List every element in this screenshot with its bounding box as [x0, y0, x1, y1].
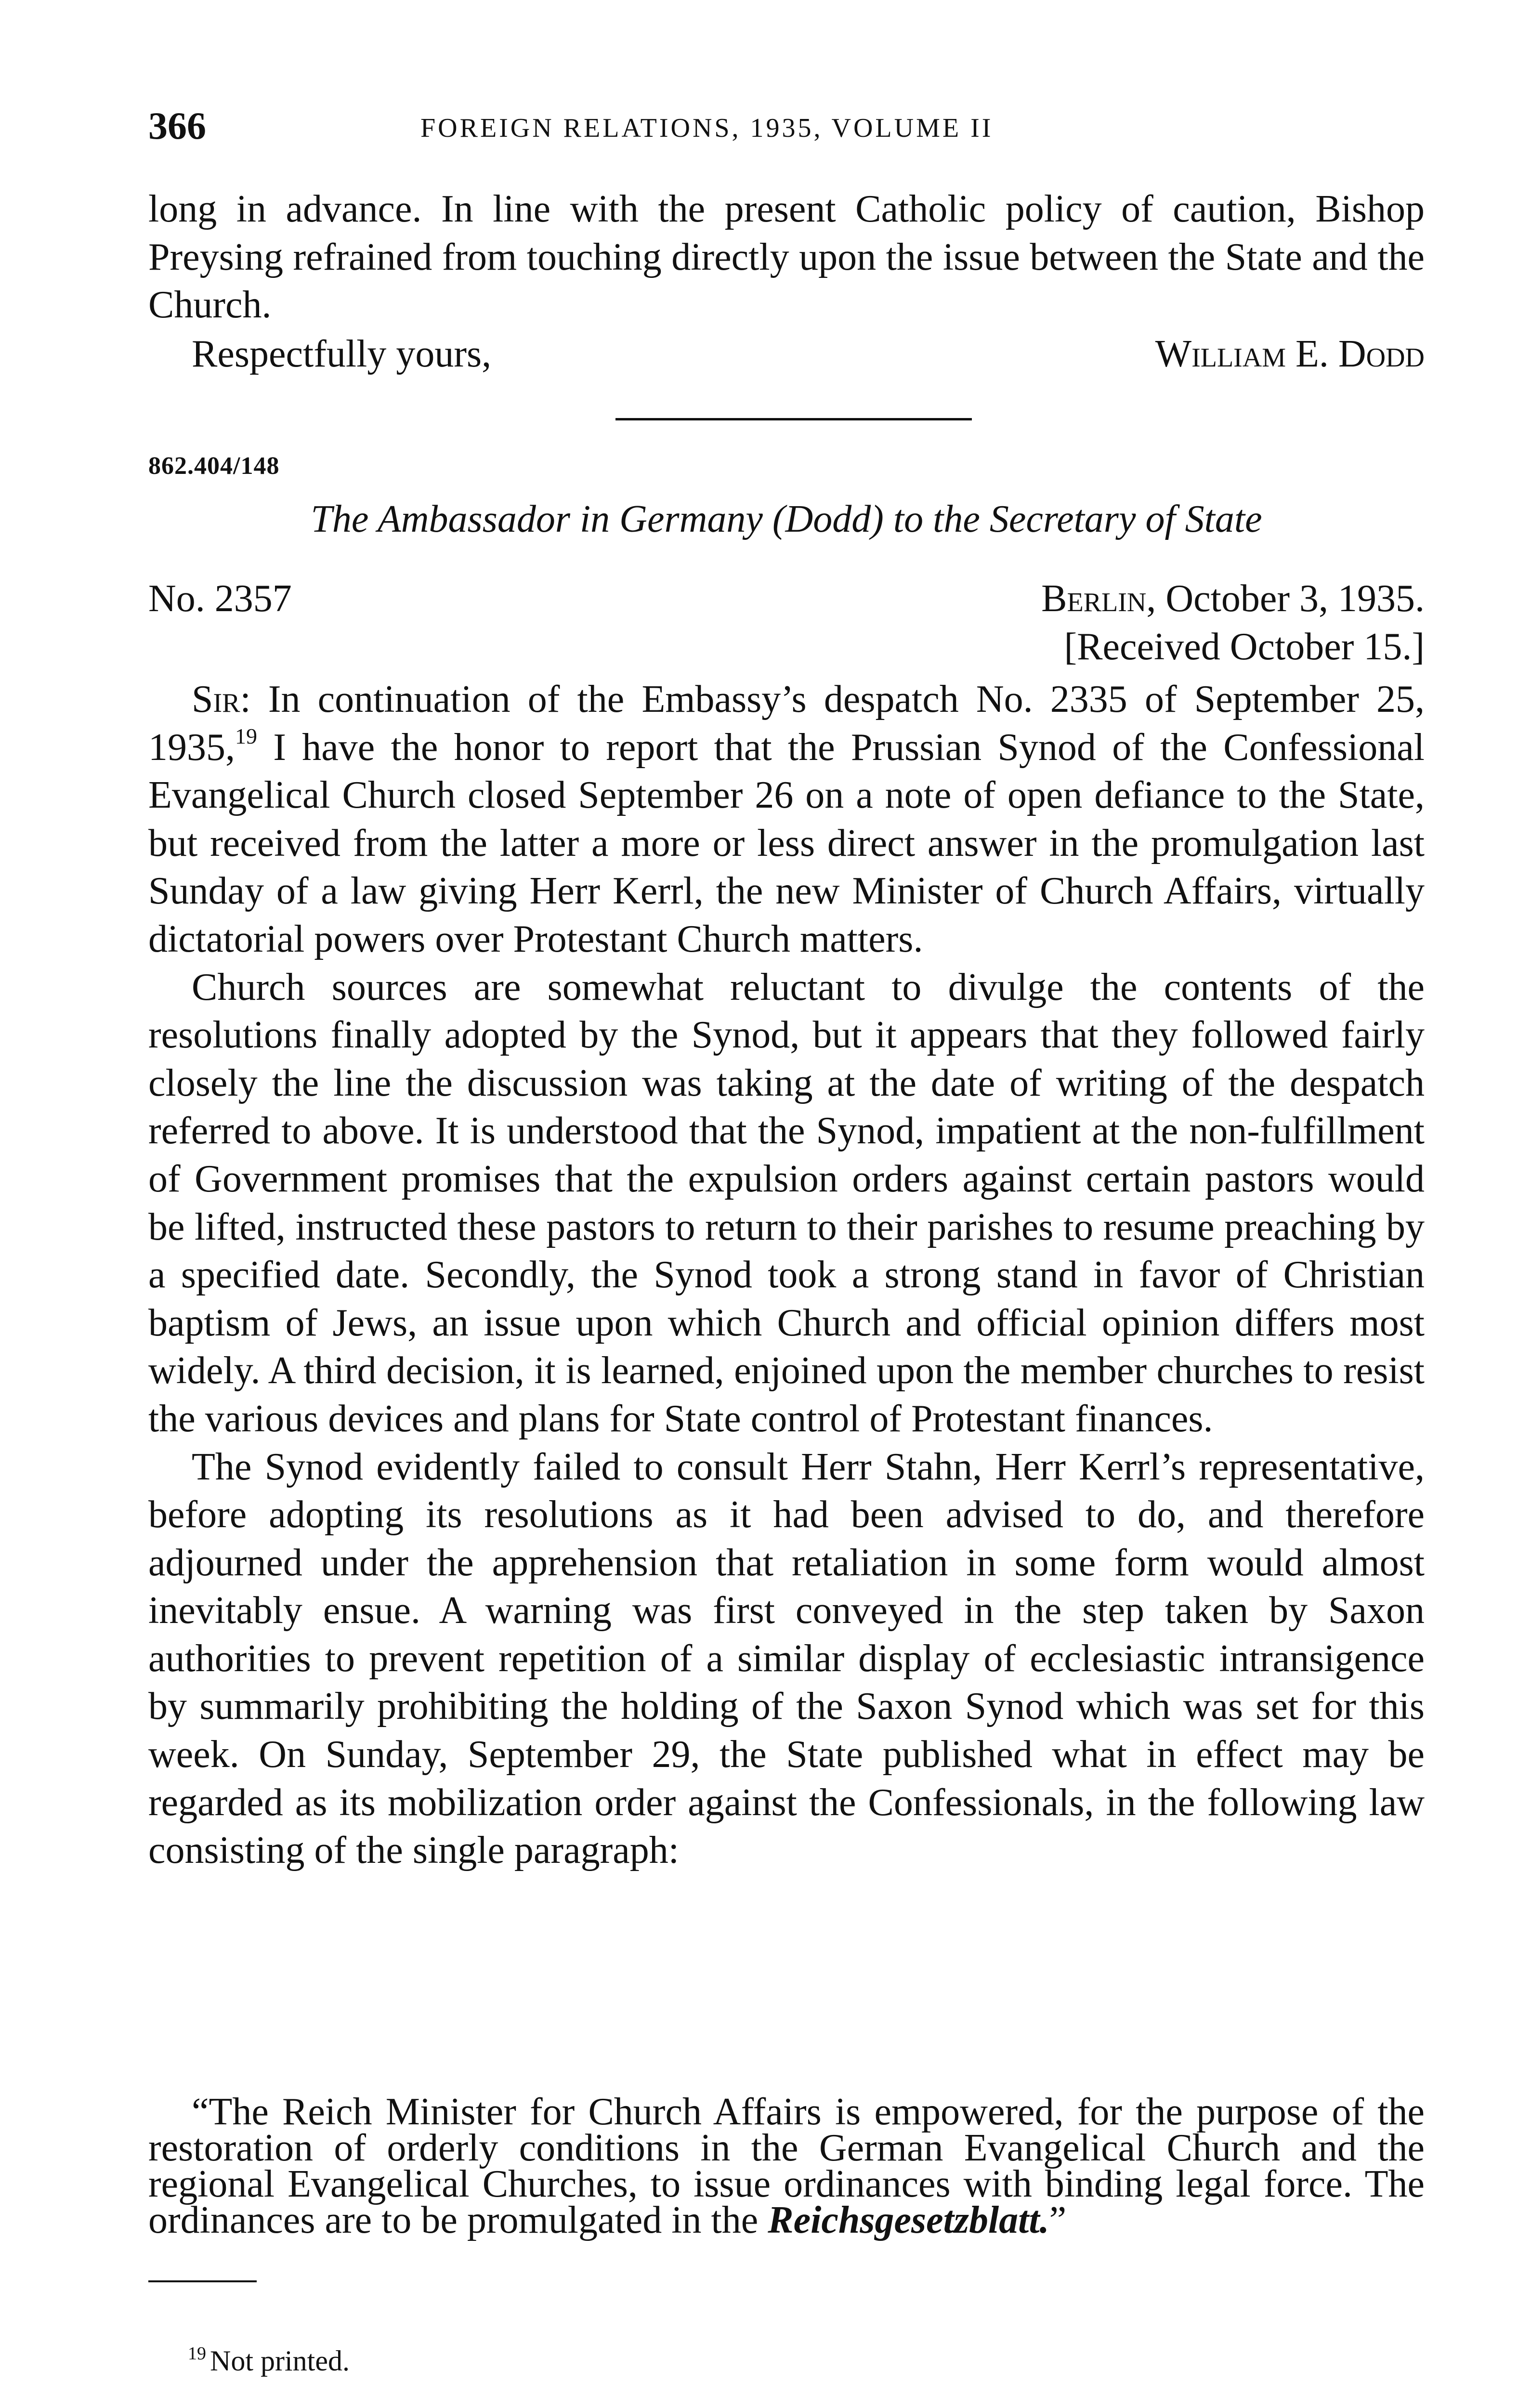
letter-paragraph-2: Church sources are somewhat reluctant to divulge the contents of the resolutions finally adopted by the Synod, but it appears that they followed fairly closely the line the discussion was taking at the date of writing of the despatch referred to above. It is understood that the Synod, impatient at the non-fulfillment of Government promises that the expulsion orders against certain pastors would be lifted, instructed these pastors to return to their parishes to resume preaching by a specified date. Secondly, the Synod took a strong stand in favor of Christian baptism of Jews, an issue upon which Church and official opinion differs most widely. A third decision, it is learned, enjoined upon the member churches to resist the various devices and plans for State control of Protestant finances. [148, 966, 1425, 1440]
quoted-law [148, 2091, 1425, 2241]
document-title: The Ambassador in Germany (Dodd) to the Secretary of State [311, 498, 1262, 540]
letter-closing [148, 330, 1425, 378]
running-head: FOREIGN RELATIONS, 1935, VOLUME II [420, 113, 994, 143]
paragraph-1-part-1: : In continuation of the Embassy’s despatch No. 2335 of September 25, 1935, [148, 678, 1425, 769]
page-header [148, 102, 1425, 155]
received-date: [Received October 15.] [1064, 626, 1425, 668]
page-number: 366 [148, 105, 206, 147]
letter-paragraph-1 [148, 676, 1425, 964]
paragraph-1-part-2: I have the honor to report that the Prussian Synod of the Confessional Evangelical Church closed September 26 on a note of open defiance to the State, but received from the latter a more or less direct answer in the promulgation last Sunday of a law giving Herr Kerrl, the new Minister of Church Affairs, virtually dictatorial powers over Protestant Church matters. [148, 726, 1425, 960]
continued-paragraph [148, 185, 1425, 329]
closing-salutation: Respectfully yours, [192, 333, 492, 375]
quoted-law-text [148, 2091, 1425, 2241]
footnote-text: Not printed. [210, 2345, 350, 2377]
despatch-number: No. 2357 [148, 577, 292, 620]
signature: William E. Dodd [1155, 333, 1425, 375]
file-number: 862.404/148 [148, 452, 280, 480]
quote-body: “The Reich Minister for Church Affairs is empowered, for the purpose of the restoration of orderly conditions in the German Evangelical Church and the regional Evangelical Churches, to issue ordinances with binding legal force. The ordinances are to be promulgated in the [148, 2091, 1425, 2241]
letter-body [148, 676, 1425, 1875]
paragraph-continued-text: long in advance. In line with the present Catholic policy of caution, Bishop Preysing refrained from touching directly upon the issue between the State and the Church. [148, 188, 1425, 327]
footnote-reference: 19 [235, 723, 257, 748]
letter-paragraph-3: The Synod evidently failed to consult Herr Stahn, Herr Kerrl’s representative, before adopting its resolutions as it had been advised to do, and therefore adjourned under the apprehension that retaliation in some form would almost inevitably ensue. A warning was first conveyed in the step taken by Saxon authorities to prevent repetition of a similar display of ecclesiastic intransigence by summarily prohibiting the holding of the Saxon Synod which was set for this week. On Sunday, September 29, the State published what in effect may be regarded as its mobilization order against the Confessionals, in the following law consisting of the single paragraph: [148, 1445, 1425, 1872]
section-divider [615, 418, 972, 420]
footnote-divider [148, 2280, 257, 2282]
dateline [1041, 575, 1425, 623]
footnote-marker: 19 [188, 2343, 206, 2364]
footnote [188, 2342, 350, 2380]
dateline-date: , October 3, 1935. [1146, 577, 1425, 620]
document-meta [148, 575, 1425, 676]
dateline-place: Berlin [1041, 577, 1147, 620]
letter-salutation: Sir [192, 678, 240, 720]
quote-close: ” [1049, 2199, 1067, 2241]
quote-italic-title: Reichsgesetzblatt. [768, 2199, 1049, 2241]
